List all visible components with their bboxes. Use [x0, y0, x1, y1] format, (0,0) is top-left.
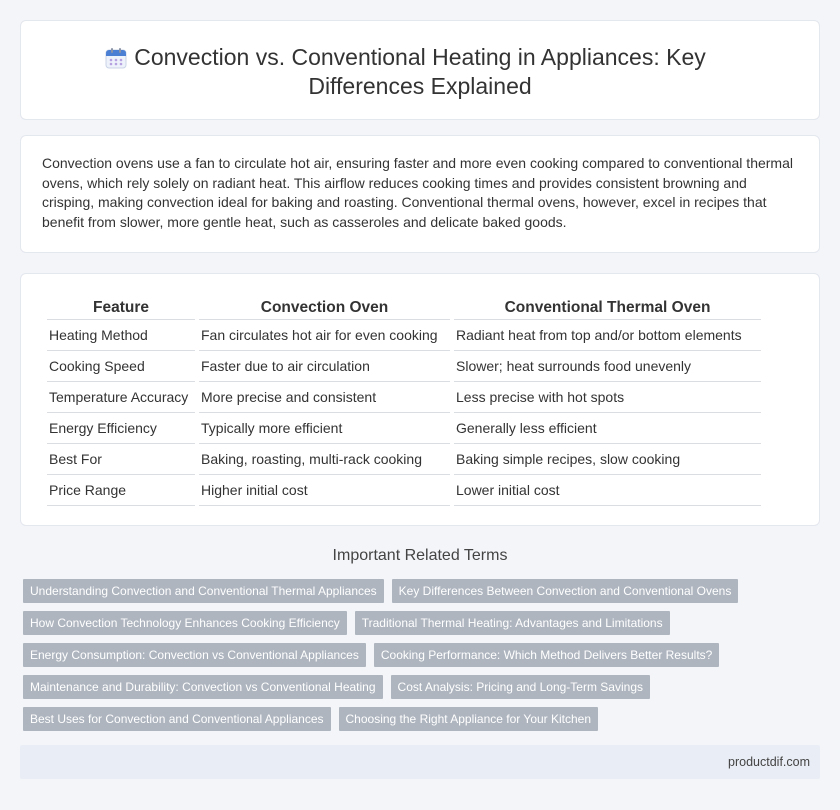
tag-row — [23, 707, 823, 731]
related-term-link[interactable]: Maintenance and Durability: Convection vs Conventional Heating — [23, 675, 383, 699]
table-row — [47, 351, 761, 382]
table-cell: Cooking Speed — [47, 351, 195, 382]
tag-row — [23, 611, 823, 635]
footer — [20, 745, 820, 779]
table-cell: Best For — [47, 444, 195, 475]
intro-paragraph: Convection ovens use a fan to circulate hot air, ensuring faster and more even cooking compared to conventional thermal ovens, which rely solely on radiant heat. This airflow reduces cooking times and provides consistent browning and crisping, making convection ideal for baking and roasting. Conventional thermal ovens, however, excel in recipes that benefit from slower, more gentle heat, such as casseroles and delicate baked goods. — [42, 155, 793, 230]
table-cell: Faster due to air circulation — [199, 351, 450, 382]
table-header-row — [47, 296, 761, 320]
table-cell: Radiant heat from top and/or bottom elements — [454, 320, 761, 351]
table-cell: Energy Efficiency — [47, 413, 195, 444]
table-cell: Baking simple recipes, slow cooking — [454, 444, 761, 475]
table-cell: Generally less efficient — [454, 413, 761, 444]
table-cell: Higher initial cost — [199, 475, 450, 506]
comparison-table-card — [20, 273, 820, 526]
related-terms-list — [23, 579, 823, 739]
table-cell: Price Range — [47, 475, 195, 506]
tag-row — [23, 675, 823, 699]
page-title: Convection vs. Conventional Heating in Appliances: Key Differences Explained — [134, 44, 706, 99]
related-term-link[interactable]: Traditional Thermal Heating: Advantages and Limitations — [355, 611, 670, 635]
column-header: Conventional Thermal Oven — [454, 296, 761, 320]
table-cell: Temperature Accuracy — [47, 382, 195, 413]
tag-row — [23, 643, 823, 667]
related-term-link[interactable]: Choosing the Right Appliance for Your Kitchen — [339, 707, 599, 731]
table-cell: Baking, roasting, multi-rack cooking — [199, 444, 450, 475]
table-row — [47, 413, 761, 444]
related-term-link[interactable]: Energy Consumption: Convection vs Conventional Appliances — [23, 643, 366, 667]
tag-row — [23, 579, 823, 603]
column-header: Convection Oven — [199, 296, 450, 320]
intro-card — [20, 135, 820, 253]
related-term-link[interactable]: How Convection Technology Enhances Cooking Efficiency — [23, 611, 347, 635]
table-cell: Lower initial cost — [454, 475, 761, 506]
table-cell: More precise and consistent — [199, 382, 450, 413]
table-cell: Typically more efficient — [199, 413, 450, 444]
table-cell: Less precise with hot spots — [454, 382, 761, 413]
related-terms-heading: Important Related Terms — [332, 547, 508, 564]
table-cell: Slower; heat surrounds food unevenly — [454, 351, 761, 382]
column-header: Feature — [47, 296, 195, 320]
table-row — [47, 382, 761, 413]
related-term-link[interactable]: Best Uses for Convection and Conventional Appliances — [23, 707, 331, 731]
related-term-link[interactable]: Understanding Convection and Conventional Thermal Appliances — [23, 579, 384, 603]
related-term-link[interactable]: Cooking Performance: Which Method Delivers Better Results? — [374, 643, 719, 667]
table-cell: Heating Method — [47, 320, 195, 351]
table-cell: Fan circulates hot air for even cooking — [199, 320, 450, 351]
header-card — [20, 20, 820, 120]
comparison-table — [43, 296, 765, 506]
related-term-link[interactable]: Key Differences Between Convection and Conventional Ovens — [392, 579, 739, 603]
site-link[interactable]: productdif.com — [728, 755, 810, 769]
table-row — [47, 320, 761, 351]
related-term-link[interactable]: Cost Analysis: Pricing and Long-Term Savings — [391, 675, 650, 699]
table-row — [47, 475, 761, 506]
table-row — [47, 444, 761, 475]
